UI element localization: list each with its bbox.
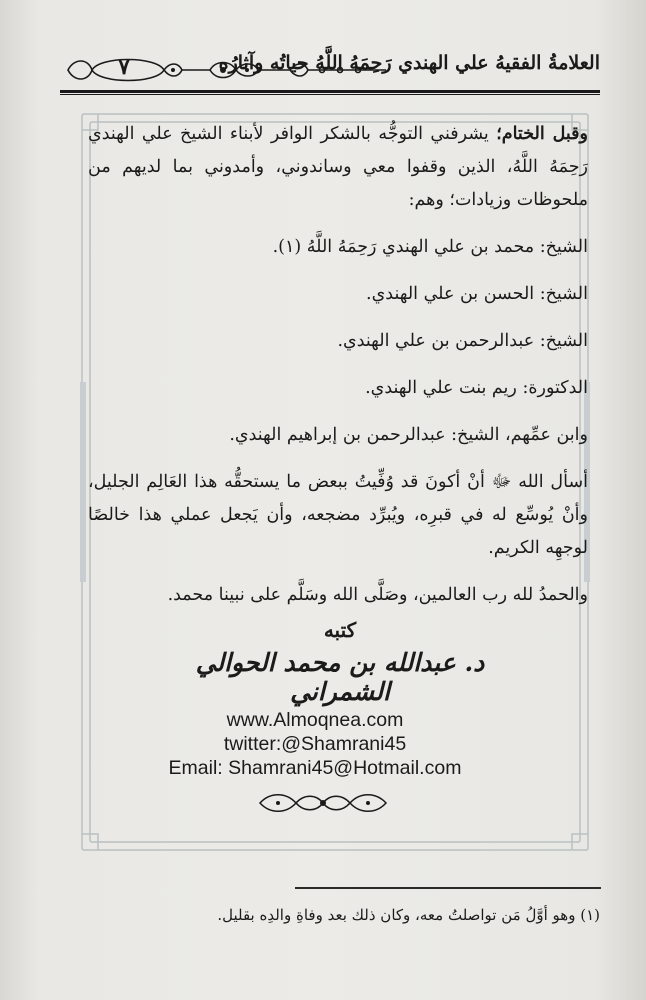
header-rule: [60, 90, 600, 93]
person-line: الشيخ: عبدالرحمن بن علي الهندي.: [337, 331, 588, 351]
page-number: ٧: [118, 54, 130, 80]
footnote: (١) وهو أوَّلُ مَن تواصلتُ معه، وكان ذلك بعد وفاةِ والدِه بقليل.: [217, 906, 600, 924]
acknowledgement-paragraph: [88, 118, 588, 217]
person-line: الدكتورة: ريم بنت علي الهندي.: [365, 378, 588, 398]
acknowledgement-lead: وقبل الختام؛: [496, 124, 588, 144]
written-by-label: كتبه: [323, 618, 357, 642]
footnote-separator: [295, 887, 601, 889]
acknowledgement-text: يشرفني التوجُّه بالشكر الوافر لأبناء الشيخ علي الهندي رَحِمَهُ اللَّهُ، الذين وقفوا معي وساندوني، وأمدوني بما لديهم من ملحوظات وزيادات؛ وهم:: [88, 124, 588, 210]
author-contact: [150, 708, 480, 780]
running-header: [60, 48, 600, 96]
website-text: www.Almoqnea.com: [226, 709, 404, 731]
twitter-text: twitter:@Shamrani45: [223, 733, 407, 755]
email-text: Email: Shamrani45@Hotmail.com: [168, 757, 462, 779]
closing-paragraph: والحمدُ لله رب العالمين، وصَلَّى الله وسَلَّم على نبينا محمد.: [167, 585, 588, 605]
person-line: الشيخ: الحسن بن علي الهندي.: [366, 284, 588, 304]
running-header-title: العلامةُ الفقيهُ علي الهندي رَحِمَهُ اللَّهُ حياتُه وآثارُه: [218, 52, 600, 74]
author-calligraphy-signature: د. عبدالله بن محمد الحوالي الشمراني: [195, 648, 485, 706]
prayer-paragraph: أسأل الله ﷻ أنْ أكونَ قد وُفِّيتُ ببعض ما يستحقُّه هذا العَالِم الجليل، وأنْ يُوسِّع له في قبرِه، ويُبرِّد مضجعه، وأن يَجعل عملي هذا خالصًا لوجهِه الكريم.: [88, 472, 588, 558]
person-line: وابن عمِّهم، الشيخ: عبدالرحمن بن إبراهيم الهندي.: [229, 425, 588, 445]
header-rule-thin: [60, 94, 600, 95]
closing-ornament-icon: [256, 790, 390, 816]
signature-block: [150, 618, 530, 706]
main-text: [88, 118, 588, 612]
person-line: الشيخ: محمد بن علي الهندي رَحِمَهُ اللَّهُ (١).: [272, 237, 588, 257]
